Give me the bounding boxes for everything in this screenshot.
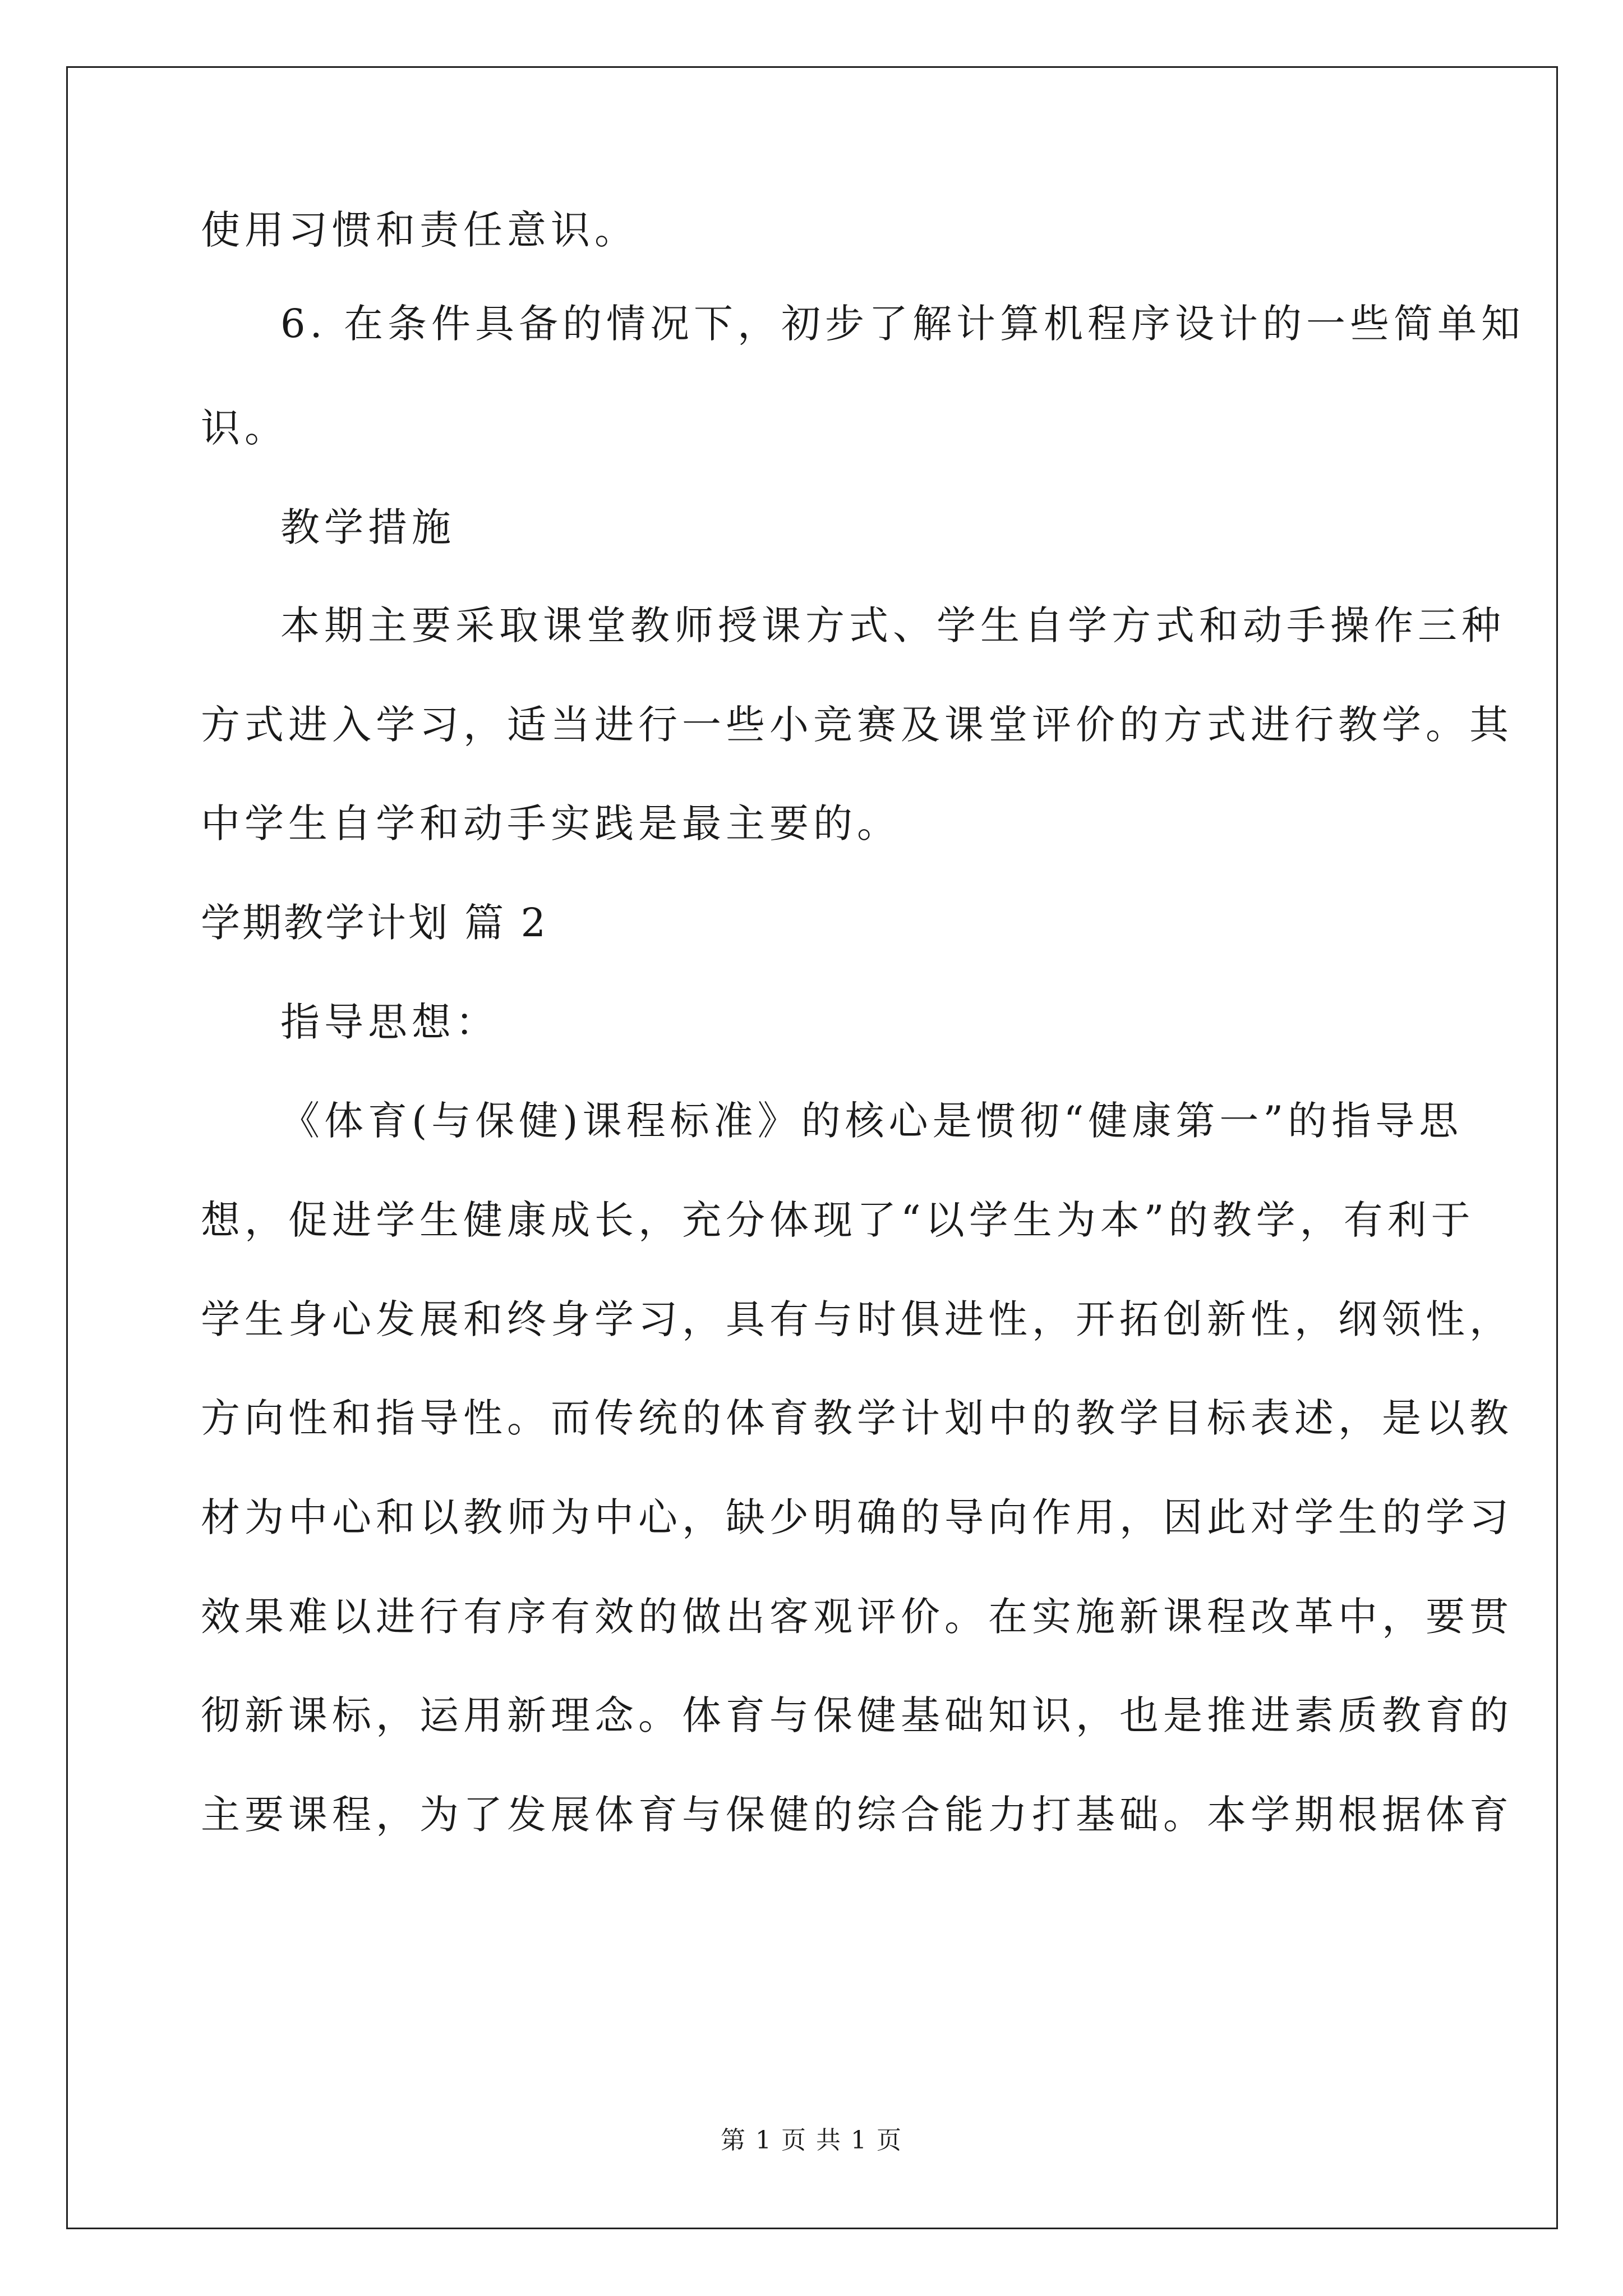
paragraph-line: 效果难以进行有序有效的做出客观评价。在实施新课程改革中，要贯 bbox=[201, 1594, 1513, 1640]
paragraph-line: 学生身心发展和终身学习，具有与时俱进性，开拓创新性，纲领性， bbox=[201, 1296, 1513, 1342]
paragraph-line: 《体育(与保健)课程标准》的核心是惯彻“健康第一”的指导思 bbox=[280, 1098, 1463, 1144]
paragraph-line: 本期主要采取课堂教师授课方式、学生自学方式和动手操作三种 bbox=[280, 602, 1505, 648]
paragraph-line: 彻新课标，运用新理念。体育与保健基础知识，也是推进素质教育的 bbox=[201, 1692, 1513, 1738]
paragraph-line: 方式进入学习，适当进行一些小竞赛及课堂评价的方式进行教学。其 bbox=[201, 702, 1513, 748]
paragraph-line: 中学生自学和动手实践是最主要的。 bbox=[201, 800, 901, 846]
section-heading: 指导思想： bbox=[280, 999, 499, 1045]
paragraph-line: 想，促进学生健康成长，充分体现了“以学生为本”的教学，有利于 bbox=[201, 1197, 1475, 1243]
paragraph-line: 材为中心和以教师为中心，缺少明确的导向作用，因此对学生的学习 bbox=[201, 1494, 1513, 1540]
article-title: 学期教学计划 篇 2 bbox=[201, 900, 548, 946]
page-footer: 第 1 页 共 1 页 bbox=[721, 2126, 902, 2155]
paragraph-line: 识。 bbox=[201, 405, 288, 451]
paragraph-line: 使用习惯和责任意识。 bbox=[201, 207, 638, 253]
page-border bbox=[66, 66, 1558, 2229]
paragraph-line: 主要课程，为了发展体育与保健的综合能力打基础。本学期根据体育 bbox=[201, 1792, 1513, 1838]
paragraph-line: 6. 在条件具备的情况下，初步了解计算机程序设计的一些简单知 bbox=[280, 301, 1525, 347]
paragraph-line: 方向性和指导性。而传统的体育教学计划中的教学目标表述，是以教 bbox=[201, 1395, 1513, 1441]
section-heading: 教学措施 bbox=[280, 504, 455, 550]
